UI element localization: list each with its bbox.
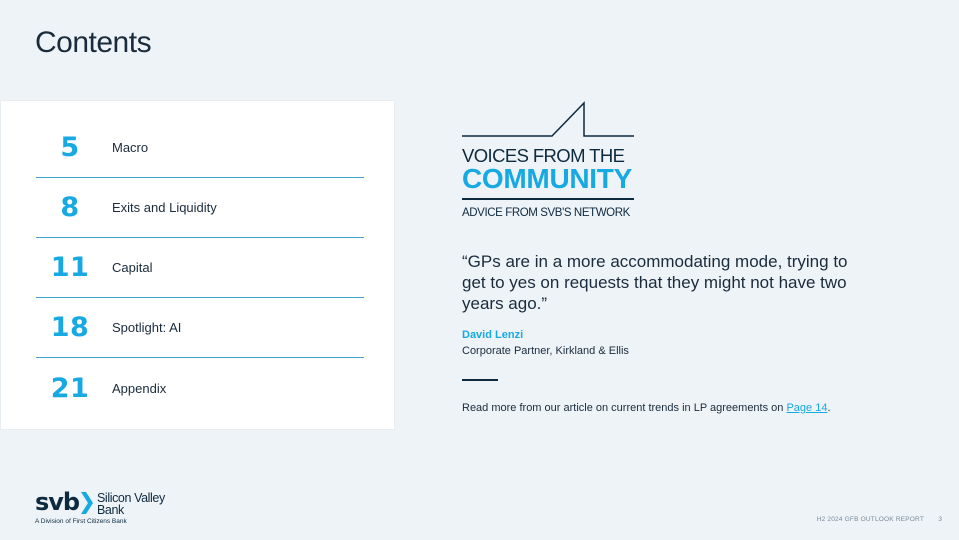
logo-name-line2: Bank <box>97 503 124 517</box>
read-more-prefix: Read more from our article on current trends in LP agreements on <box>462 402 787 414</box>
chevron-right-icon <box>81 492 93 514</box>
toc-page-number: 18 <box>50 312 90 343</box>
table-of-contents <box>1 101 394 429</box>
divider <box>462 379 498 381</box>
toc-item-macro[interactable] <box>36 118 364 178</box>
quote-author-name: David Lenzi <box>462 329 524 341</box>
toc-label: Macro <box>112 140 149 155</box>
banner-subtitle: ADVICE FROM SVB'S NETWORK <box>462 207 630 219</box>
toc-page-number: 11 <box>50 252 90 283</box>
footer-report-title: H2 2024 GFB OUTLOOK REPORT <box>816 516 924 523</box>
banner-divider <box>462 198 634 200</box>
community-heading: COMMUNITY <box>462 163 632 194</box>
toc-label: Capital <box>112 260 153 275</box>
logo-division: A Division of First Citizens Bank <box>35 518 127 525</box>
toc-page-number: 21 <box>50 372 90 404</box>
voices-from-the-community-banner <box>462 101 662 226</box>
toc-item-spotlight-ai[interactable] <box>36 298 364 358</box>
svb-logo <box>35 488 195 528</box>
page-14-link[interactable]: Page 14 <box>786 402 828 414</box>
toc-page-number: 8 <box>60 192 80 223</box>
pull-quote: “GPs are in a more accommodating mode, trying to get to yes on requests that they might not have two years ago.” <box>462 252 848 313</box>
toc-item-capital[interactable] <box>36 238 364 298</box>
logo-name-line1: Silicon Valley <box>97 491 165 505</box>
read-more-suffix: . <box>827 402 831 414</box>
logo-mark: svb <box>35 488 80 516</box>
peak-line-icon <box>462 101 637 141</box>
quote-author-title: Corporate Partner, Kirkland & Ellis <box>462 345 629 357</box>
footer-page-number: 3 <box>938 516 942 523</box>
toc-label: Appendix <box>112 380 167 396</box>
toc-page-number: 5 <box>60 132 80 163</box>
voices-heading: VOICES FROM THE <box>462 145 625 166</box>
toc-item-exits-and-liquidity[interactable] <box>36 178 364 238</box>
toc-label: Exits and Liquidity <box>112 200 217 215</box>
read-more-text <box>462 402 831 414</box>
toc-label: Spotlight: AI <box>112 320 182 335</box>
page-title: Contents <box>35 26 152 59</box>
toc-item-appendix[interactable] <box>36 358 364 418</box>
